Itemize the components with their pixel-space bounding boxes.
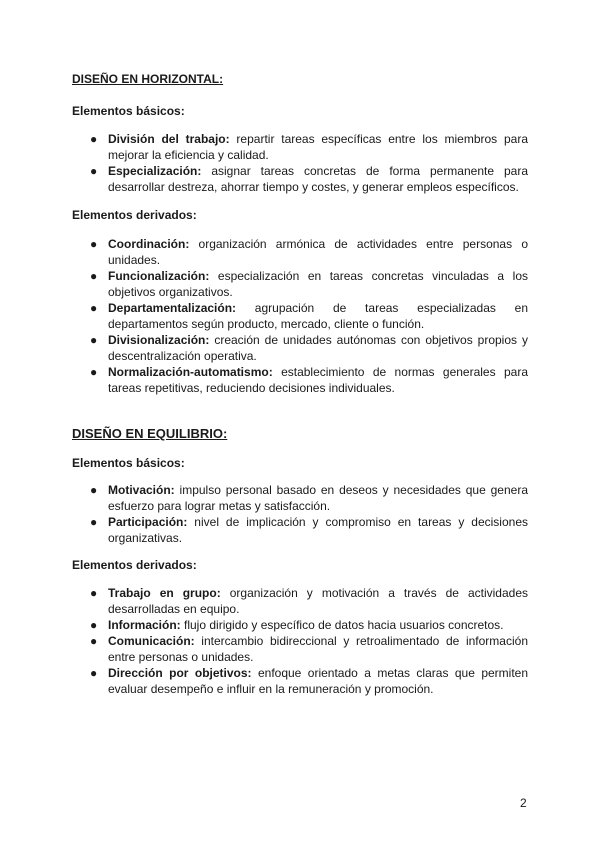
list-item — [72, 163, 528, 195]
bullet-list — [72, 236, 528, 396]
item-text: especialización en tareas concretas vinculadas a los objetivos organizativos. — [108, 269, 528, 299]
bullet-icon: ● — [90, 618, 98, 632]
bullet-icon: ● — [90, 515, 98, 529]
subheading-basic-elements: Elementos básicos: — [72, 456, 185, 470]
item-text: nivel de implicación y compromiso en tareas y decisiones organizativas. — [108, 515, 528, 545]
list-item — [72, 332, 528, 364]
item-text: agrupación de tareas especializadas en departamentos según producto, mercado, cliente o función. — [108, 301, 528, 331]
bullet-icon: ● — [90, 164, 98, 178]
bullet-icon: ● — [90, 237, 98, 251]
list-item — [72, 131, 528, 163]
item-text: organización y motivación a través de actividades desarrolladas en equipo. — [108, 586, 528, 616]
item-text: impulso personal basado en deseos y necesidades que genera esfuerzo para lograr metas y satisfacción. — [108, 483, 528, 513]
item-term: Comunicación: — [108, 634, 195, 648]
item-text: asignar tareas concretas de forma permanente para desarrollar destreza, ahorrar tiempo y costes, y generar empleos específicos. — [108, 164, 528, 194]
item-term: Trabajo en grupo: — [108, 586, 221, 600]
item-text: flujo dirigido y específico de datos hacia usuarios concretos. — [180, 618, 504, 632]
bullet-icon: ● — [90, 132, 98, 146]
item-text: enfoque orientado a metas claras que permiten evaluar desempeño e influir en la remuneración y promoción. — [108, 666, 529, 696]
bullet-icon: ● — [90, 586, 98, 600]
list-item — [72, 300, 528, 332]
item-term: Normalización-automatismo: — [108, 365, 273, 379]
item-term: Participación: — [108, 515, 188, 529]
item-term: Dirección por objetivos: — [108, 666, 252, 680]
subheading-basic-elements: Elementos básicos: — [72, 104, 185, 118]
list-item — [72, 633, 528, 665]
item-term: Departamentalización: — [108, 301, 237, 315]
item-term: Funcionalización: — [108, 269, 210, 283]
bullet-list — [72, 585, 528, 697]
item-term: Motivación: — [108, 483, 175, 497]
list-item — [72, 482, 528, 514]
item-term: Divisionalización: — [108, 333, 210, 347]
bullet-list — [72, 131, 528, 195]
section-title-equilibrium: DISEÑO EN EQUILIBRIO: — [72, 426, 228, 441]
bullet-list — [72, 482, 528, 546]
item-text: establecimiento de normas generales para tareas repetitivas, reduciendo decisiones individuales. — [108, 365, 528, 395]
list-item — [72, 585, 528, 617]
section-title-horizontal: DISEÑO EN HORIZONTAL: — [72, 72, 224, 86]
item-text: repartir tareas específicas entre los miembros para mejorar la eficiencia y calidad. — [108, 132, 528, 162]
bullet-icon: ● — [90, 365, 98, 379]
bullet-icon: ● — [90, 634, 98, 648]
subheading-derived-elements: Elementos derivados: — [72, 208, 197, 222]
item-text: intercambio bidireccional y retroalimentado de información entre personas o unidades. — [108, 634, 528, 664]
list-item — [72, 617, 528, 633]
item-term: División del trabajo: — [108, 132, 230, 146]
list-item — [72, 236, 528, 268]
item-text: creación de unidades autónomas con objetivos propios y descentralización operativa. — [108, 333, 528, 363]
item-term: Especialización: — [108, 164, 202, 178]
bullet-icon: ● — [90, 483, 98, 497]
bullet-icon: ● — [90, 666, 98, 680]
list-item — [72, 364, 528, 396]
list-item — [72, 268, 528, 300]
bullet-icon: ● — [90, 333, 98, 347]
subheading-derived-elements: Elementos derivados: — [72, 558, 197, 572]
item-term: Información: — [108, 618, 181, 632]
bullet-icon: ● — [90, 301, 98, 315]
list-item — [72, 514, 528, 546]
page-number: 2 — [520, 796, 527, 810]
bullet-icon: ● — [90, 269, 98, 283]
item-text: organización armónica de actividades entre personas o unidades. — [108, 237, 528, 267]
item-term: Coordinación: — [108, 237, 190, 251]
list-item — [72, 665, 528, 697]
